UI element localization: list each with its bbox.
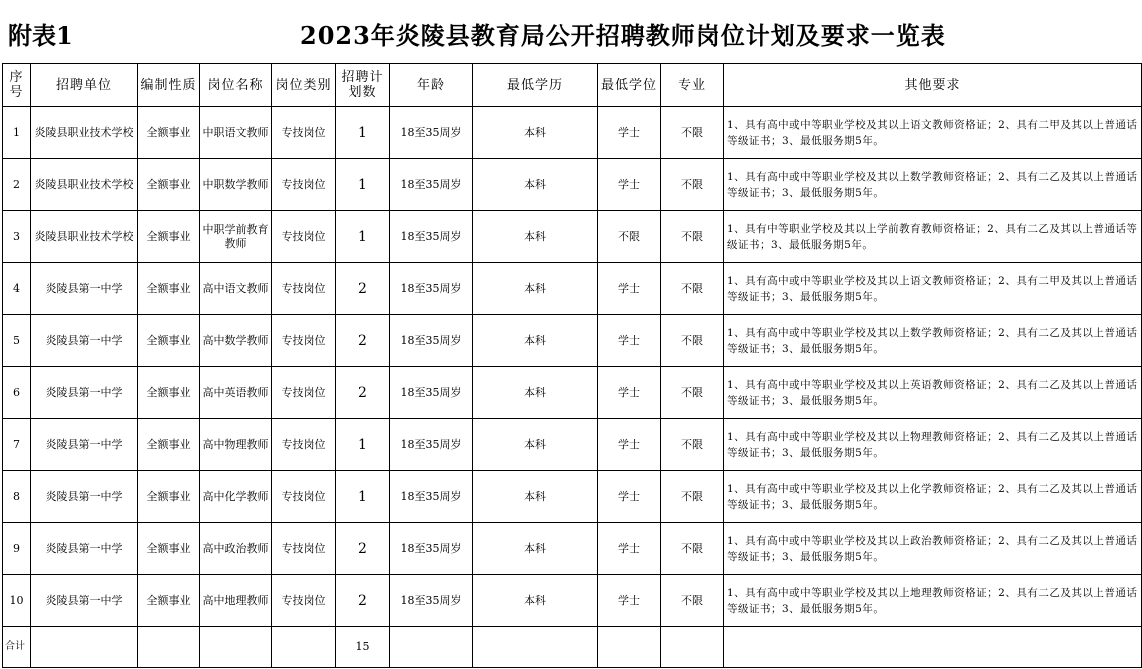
total-empty-cell [661,627,724,668]
total-empty-cell [390,627,473,668]
cell-unit: 炎陵县第一中学 [31,471,138,523]
title-bar [0,0,1142,63]
cell-degree: 学士 [598,107,661,159]
cell-post: 高中物理教师 [200,419,272,471]
table-row [3,211,1142,263]
cell-category: 专技岗位 [272,263,336,315]
cell-count: 2 [336,367,390,419]
header-post: 岗位名称 [200,64,272,107]
cell-seq: 2 [3,159,31,211]
cell-category: 专技岗位 [272,211,336,263]
cell-education: 本科 [473,575,598,627]
cell-category: 专技岗位 [272,523,336,575]
cell-staffing: 全额事业 [138,159,200,211]
cell-count: 1 [336,107,390,159]
header-degree: 最低学位 [598,64,661,107]
cell-education: 本科 [473,315,598,367]
cell-seq: 5 [3,315,31,367]
cell-category: 专技岗位 [272,315,336,367]
cell-seq: 6 [3,367,31,419]
cell-seq: 9 [3,523,31,575]
table-row [3,263,1142,315]
cell-count: 1 [336,211,390,263]
cell-post: 高中政治教师 [200,523,272,575]
cell-seq: 10 [3,575,31,627]
recruitment-table [2,63,1142,668]
header-major: 专业 [661,64,724,107]
cell-category: 专技岗位 [272,367,336,419]
cell-post: 高中化学教师 [200,471,272,523]
total-empty-cell [31,627,138,668]
header-category: 岗位类别 [272,64,336,107]
cell-seq: 7 [3,419,31,471]
cell-age: 18至35周岁 [390,315,473,367]
header-requirements: 其他要求 [724,64,1142,107]
total-empty-cell [598,627,661,668]
cell-category: 专技岗位 [272,107,336,159]
cell-unit: 炎陵县第一中学 [31,315,138,367]
cell-count: 1 [336,419,390,471]
cell-degree: 学士 [598,523,661,575]
table-row [3,523,1142,575]
table-row [3,107,1142,159]
cell-degree: 学士 [598,315,661,367]
header-staffing: 编制性质 [138,64,200,107]
cell-post: 高中英语教师 [200,367,272,419]
cell-degree: 学士 [598,367,661,419]
cell-age: 18至35周岁 [390,419,473,471]
cell-requirements: 1、具有中等职业学校及其以上学前教育教师资格证；2、具有二乙及其以上普通话等级证书；3、最低服务期5年。 [724,211,1142,263]
cell-degree: 学士 [598,575,661,627]
cell-age: 18至35周岁 [390,107,473,159]
header-seq: 序号 [3,64,31,107]
table-row [3,159,1142,211]
annex-label: 附表1 [8,21,73,50]
header-education: 最低学历 [473,64,598,107]
cell-major: 不限 [661,471,724,523]
cell-seq: 1 [3,107,31,159]
cell-count: 2 [336,575,390,627]
cell-category: 专技岗位 [272,419,336,471]
cell-requirements: 1、具有高中或中等职业学校及其以上政治教师资格证；2、具有二乙及其以上普通话等级证书；3、最低服务期5年。 [724,523,1142,575]
cell-staffing: 全额事业 [138,367,200,419]
cell-education: 本科 [473,159,598,211]
cell-requirements: 1、具有高中或中等职业学校及其以上数学教师资格证；2、具有二乙及其以上普通话等级证书；3、最低服务期5年。 [724,315,1142,367]
header-row [3,64,1142,107]
total-empty-cell [138,627,200,668]
cell-seq: 8 [3,471,31,523]
cell-age: 18至35周岁 [390,159,473,211]
cell-post: 高中地理教师 [200,575,272,627]
cell-major: 不限 [661,523,724,575]
cell-major: 不限 [661,263,724,315]
cell-requirements: 1、具有高中或中等职业学校及其以上语文教师资格证；2、具有二甲及其以上普通话等级证书；3、最低服务期5年。 [724,107,1142,159]
cell-education: 本科 [473,263,598,315]
cell-degree: 学士 [598,471,661,523]
total-row [3,627,1142,668]
cell-unit: 炎陵县第一中学 [31,419,138,471]
cell-category: 专技岗位 [272,159,336,211]
cell-unit: 炎陵县职业技术学校 [31,159,138,211]
cell-age: 18至35周岁 [390,211,473,263]
cell-requirements: 1、具有高中或中等职业学校及其以上物理教师资格证；2、具有二乙及其以上普通话等级证书；3、最低服务期5年。 [724,419,1142,471]
cell-category: 专技岗位 [272,471,336,523]
header-age: 年龄 [390,64,473,107]
cell-unit: 炎陵县第一中学 [31,575,138,627]
cell-major: 不限 [661,211,724,263]
total-empty-cell [272,627,336,668]
cell-staffing: 全额事业 [138,419,200,471]
total-label: 合计 [3,627,31,668]
cell-count: 2 [336,315,390,367]
cell-post: 高中数学教师 [200,315,272,367]
cell-major: 不限 [661,315,724,367]
total-empty-cell [473,627,598,668]
cell-requirements: 1、具有高中或中等职业学校及其以上化学教师资格证；2、具有二乙及其以上普通话等级证书；3、最低服务期5年。 [724,471,1142,523]
cell-requirements: 1、具有高中或中等职业学校及其以上数学教师资格证；2、具有二乙及其以上普通话等级证书；3、最低服务期5年。 [724,159,1142,211]
cell-count: 1 [336,159,390,211]
cell-staffing: 全额事业 [138,471,200,523]
cell-education: 本科 [473,211,598,263]
total-count: 15 [336,627,390,668]
cell-education: 本科 [473,107,598,159]
cell-age: 18至35周岁 [390,575,473,627]
cell-unit: 炎陵县第一中学 [31,523,138,575]
cell-education: 本科 [473,419,598,471]
cell-age: 18至35周岁 [390,263,473,315]
cell-degree: 学士 [598,419,661,471]
cell-requirements: 1、具有高中或中等职业学校及其以上地理教师资格证；2、具有二乙及其以上普通话等级证书；3、最低服务期5年。 [724,575,1142,627]
table-row [3,367,1142,419]
cell-major: 不限 [661,107,724,159]
cell-staffing: 全额事业 [138,523,200,575]
cell-post: 高中语文教师 [200,263,272,315]
cell-staffing: 全额事业 [138,211,200,263]
cell-count: 1 [336,471,390,523]
cell-age: 18至35周岁 [390,523,473,575]
table-row [3,315,1142,367]
document-title: 2023年炎陵县教育局公开招聘教师岗位计划及要求一览表 [300,21,946,50]
header-count: 招聘计划数 [336,64,390,107]
cell-unit: 炎陵县职业技术学校 [31,107,138,159]
cell-major: 不限 [661,367,724,419]
cell-count: 2 [336,263,390,315]
cell-requirements: 1、具有高中或中等职业学校及其以上英语教师资格证；2、具有二乙及其以上普通话等级证书；3、最低服务期5年。 [724,367,1142,419]
cell-staffing: 全额事业 [138,263,200,315]
cell-unit: 炎陵县第一中学 [31,263,138,315]
cell-count: 2 [336,523,390,575]
cell-seq: 4 [3,263,31,315]
cell-major: 不限 [661,575,724,627]
cell-post: 中职数学教师 [200,159,272,211]
table-row [3,419,1142,471]
cell-unit: 炎陵县第一中学 [31,367,138,419]
total-empty-cell [724,627,1142,668]
total-empty-cell [200,627,272,668]
header-unit: 招聘单位 [31,64,138,107]
cell-major: 不限 [661,419,724,471]
cell-requirements: 1、具有高中或中等职业学校及其以上语文教师资格证；2、具有二甲及其以上普通话等级证书；3、最低服务期5年。 [724,263,1142,315]
cell-staffing: 全额事业 [138,107,200,159]
table-row [3,575,1142,627]
cell-degree: 学士 [598,263,661,315]
cell-staffing: 全额事业 [138,575,200,627]
cell-degree: 不限 [598,211,661,263]
cell-category: 专技岗位 [272,575,336,627]
cell-post: 中职语文教师 [200,107,272,159]
cell-seq: 3 [3,211,31,263]
cell-education: 本科 [473,367,598,419]
cell-major: 不限 [661,159,724,211]
table-row [3,471,1142,523]
cell-education: 本科 [473,471,598,523]
cell-age: 18至35周岁 [390,471,473,523]
cell-education: 本科 [473,523,598,575]
cell-post: 中职学前教育教师 [200,211,272,263]
cell-age: 18至35周岁 [390,367,473,419]
cell-degree: 学士 [598,159,661,211]
cell-unit: 炎陵县职业技术学校 [31,211,138,263]
cell-staffing: 全额事业 [138,315,200,367]
